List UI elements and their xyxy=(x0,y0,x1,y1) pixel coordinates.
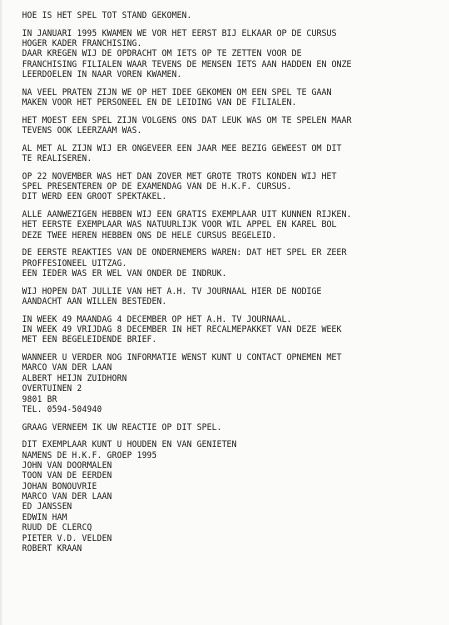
text-line: DIT WERD EEN GROOT SPEKTAKEL. xyxy=(22,191,167,202)
paragraph-gap xyxy=(22,414,442,421)
paragraph xyxy=(22,143,442,164)
text-line: TOON VAN DE EERDEN xyxy=(22,470,112,481)
text-line: JOHAN BONOUVRIE xyxy=(22,480,97,491)
text-line: HOGER KADER FRANCHISING. xyxy=(22,37,142,48)
text-line: ED JANSSEN xyxy=(22,501,72,512)
paragraph-gap xyxy=(22,80,442,87)
letter-body xyxy=(22,10,442,553)
text-line: IN WEEK 49 MAANDAG 4 DECEMBER OP HET A.H. TV JOURNAAL. xyxy=(22,313,292,324)
paragraph xyxy=(22,87,442,108)
text-line: HOE IS HET SPEL TOT STAND GEKOMEN. xyxy=(22,10,192,20)
text-line: OVERTUINEN 2 xyxy=(22,383,82,394)
text-line: TEL. 0594-504940 xyxy=(22,403,102,414)
paragraph xyxy=(22,314,442,345)
paragraph-gap xyxy=(22,202,442,209)
text-line: ALLE AANWEZIGEN HEBBEN WIJ EEN GRATIS EXEMPLAAR UIT KUNNEN RIJKEN. xyxy=(22,208,352,219)
text-line: IN WEEK 49 VRIJDAG 8 DECEMBER IN HET RECALMEPAKKET VAN DEZE WEEK xyxy=(22,324,342,335)
paragraph-gap xyxy=(22,20,442,27)
paragraph xyxy=(22,352,442,414)
paragraph-gap xyxy=(22,345,442,352)
paragraph xyxy=(22,171,442,202)
text-line: AL MET AL ZIJN WIJ ER ONGEVEER EEN JAAR MEE BEZIG GEWEEST OM DIT xyxy=(22,142,342,153)
text-line: WIJ HOPEN DAT JULLIE VAN HET A.H. TV JOURNAAL HIER DE NODIGE xyxy=(22,285,322,296)
paragraph-gap xyxy=(22,163,442,170)
paragraph-gap xyxy=(22,279,442,286)
paragraph-gap xyxy=(22,306,442,313)
text-line: HET MOEST EEN SPEL ZIJN VOLGENS ONS DAT LEUK WAS OM TE SPELEN MAAR xyxy=(22,114,352,125)
text-line: ROBERT KRAAN xyxy=(22,543,82,554)
text-line: NA VEEL PRATEN ZIJN WE OP HET IDEE GEKOMEN OM EEN SPEL TE GAAN xyxy=(22,86,332,97)
paragraph-gap xyxy=(22,135,442,142)
paragraph xyxy=(22,439,442,553)
text-line: JOHN VAN DOORMALEN xyxy=(22,459,112,470)
text-line: DAAR KREGEN WIJ DE OPDRACHT OM IETS OP TE ZETTEN VOOR DE xyxy=(22,48,302,59)
text-line: HET EERSTE EXEMPLAAR WAS NATUURLIJK VOOR WIL APPEL EN KAREL BOL xyxy=(22,219,337,230)
text-line: DE EERSTE REAKTIES VAN DE ONDERNEMERS WAREN: DAT HET SPEL ER ZEER xyxy=(22,247,347,258)
text-line: WANNEER U VERDER NOG INFORMATIE WENST KUNT U CONTACT OPNEMEN MET xyxy=(22,352,342,363)
paragraph xyxy=(22,247,442,278)
text-line: PROFFESIONEEL UITZAG. xyxy=(22,257,127,268)
text-line: MARCO VAN DER LAAN xyxy=(22,362,112,373)
text-line: EEN IEDER WAS ER WEL VAN ONDER DE INDRUK. xyxy=(22,268,227,279)
text-line: MET EEN BEGELEIDENDE BRIEF. xyxy=(22,334,157,345)
paragraph xyxy=(22,10,442,20)
text-line: 9801 BR xyxy=(22,393,57,404)
paragraph xyxy=(22,115,442,136)
text-line: FRANCHISING FILIALEN WAAR TEVENS DE MENSEN IETS AAN HADDEN EN ONZE xyxy=(22,58,352,69)
paragraph xyxy=(22,286,442,307)
text-line: NAMENS DE H.K.F. GROEP 1995 xyxy=(22,449,157,460)
text-line: IN JANUARI 1995 KWAMEN WE VOR HET EERST BIJ ELKAAR OP DE CURSUS xyxy=(22,27,337,38)
text-line: MAKEN VOOR HET PERSONEEL EN DE LEIDING VAN DE FILIALEN. xyxy=(22,97,297,108)
paragraph xyxy=(22,209,442,240)
paragraph-gap xyxy=(22,108,442,115)
text-line: MARCO VAN DER LAAN xyxy=(22,491,112,502)
text-line: OP 22 NOVEMBER WAS HET DAN ZOVER MET GROTE TROTS KONDEN WIJ HET xyxy=(22,170,337,181)
text-line: TE REALISEREN. xyxy=(22,153,92,164)
text-line: DIT EXEMPLAAR KUNT U HOUDEN EN VAN GENIETEN xyxy=(22,439,237,450)
scan-edge-shadow xyxy=(0,0,3,625)
paragraph xyxy=(22,422,442,432)
paragraph-gap xyxy=(22,432,442,439)
text-line: SPEL PRESENTEREN OP DE EXAMENDAG VAN DE H.K.F. CURSUS. xyxy=(22,181,292,192)
paragraph-gap xyxy=(22,240,442,247)
text-line: RUUD DE CLERCQ xyxy=(22,522,92,533)
text-line: PIETER V.D. VELDEN xyxy=(22,532,112,543)
text-line: TEVENS OOK LEERZAAM WAS. xyxy=(22,125,142,136)
text-line: DEZE TWEE HEREN HEBBEN ONS DE HELE CURSUS BEGELEID. xyxy=(22,229,277,240)
text-line: EDWIN HAM xyxy=(22,511,67,522)
text-line: LEERDOELEN IN NAAR VOREN KWAMEN. xyxy=(22,69,182,80)
text-line: ALBERT HEIJN ZUIDHORN xyxy=(22,372,127,383)
paragraph xyxy=(22,28,442,80)
text-line: GRAAG VERNEEM IK UW REACTIE OP DIT SPEL. xyxy=(22,421,222,432)
text-line: AANDACHT AAN WILLEN BESTEDEN. xyxy=(22,296,167,307)
